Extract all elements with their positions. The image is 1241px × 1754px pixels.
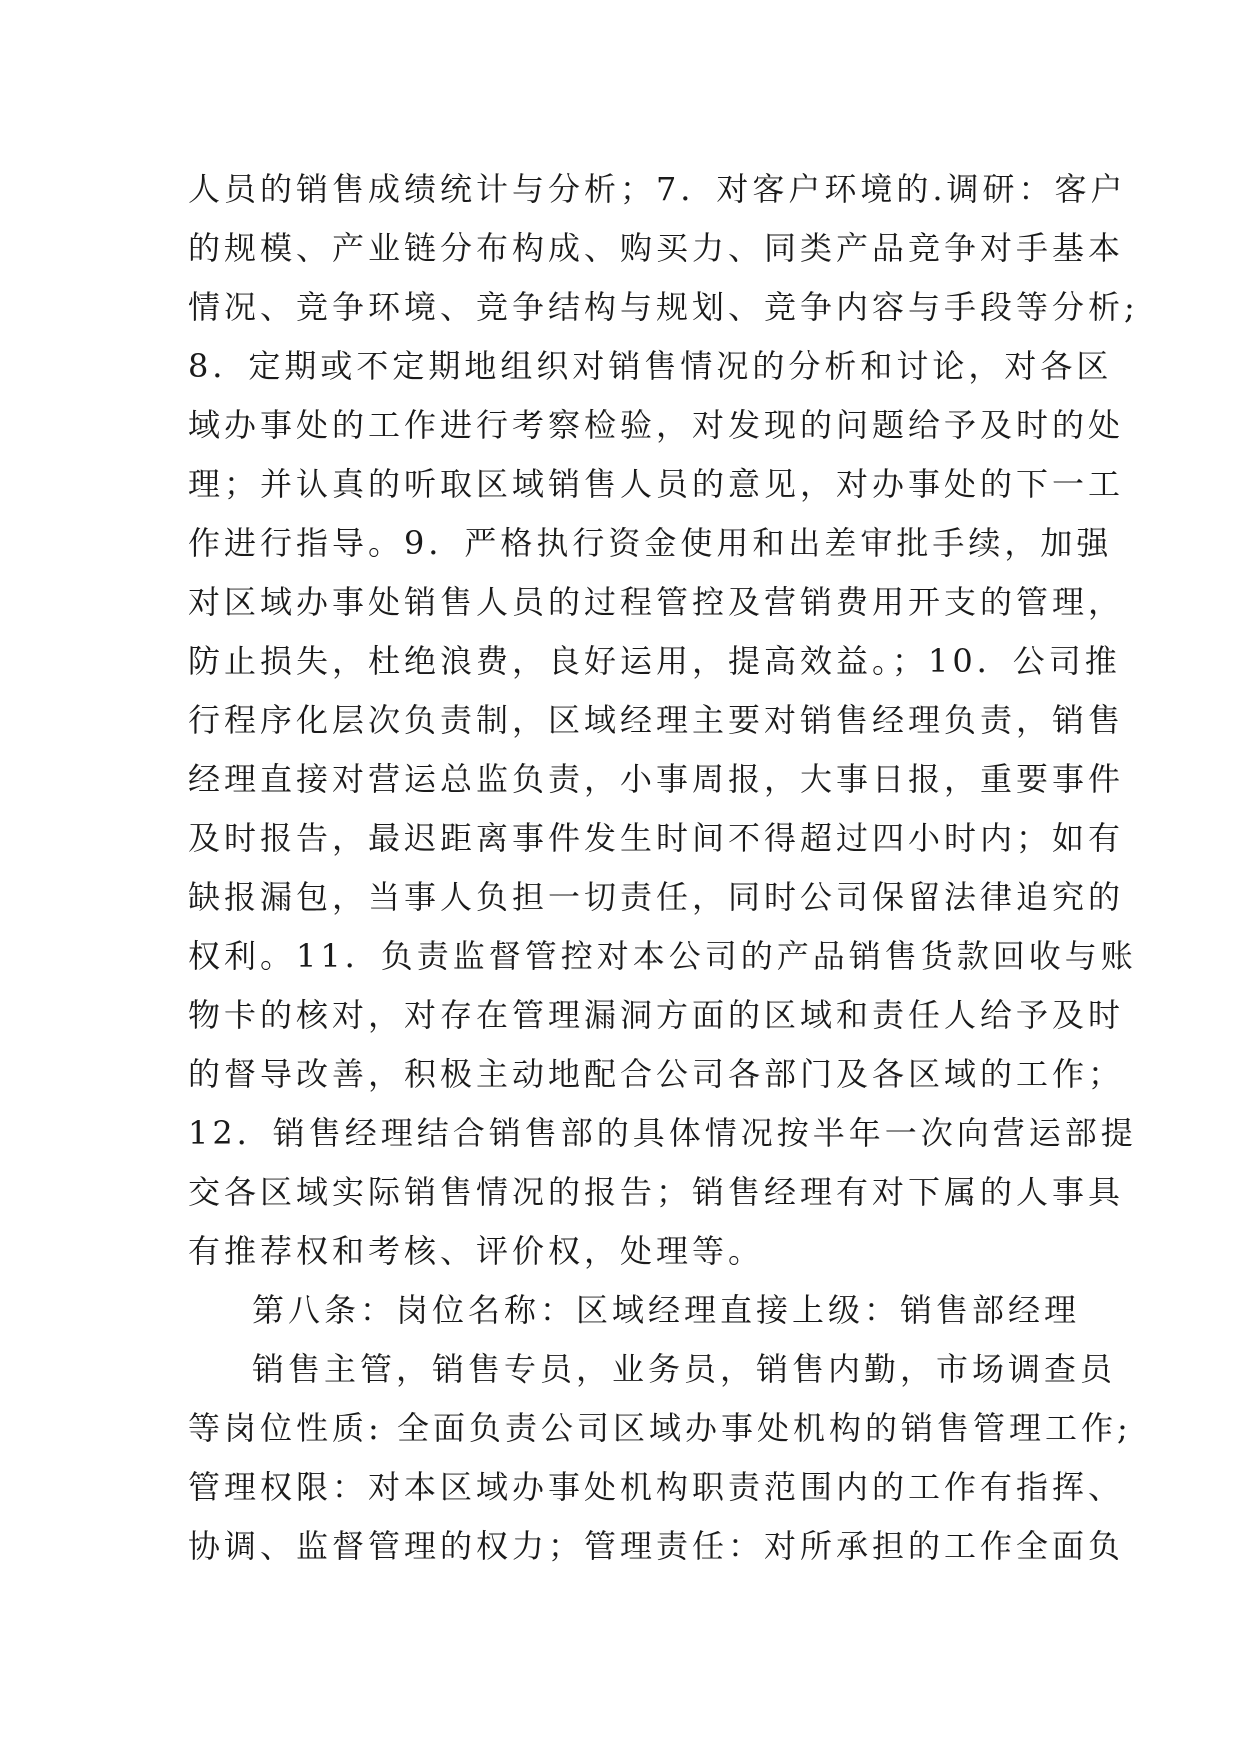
text-line: 域办事处的工作进行考察检验，对发现的问题给予及时的处: [188, 406, 1125, 444]
text-line: 权利。11．负责监督管控对本公司的产品销售货款回收与账: [188, 937, 1137, 975]
text-line: 物卡的核对，对存在管理漏洞方面的区域和责任人给予及时: [188, 996, 1125, 1034]
text-line: 行程序化层次负责制，区域经理主要对销售经理负责，销售: [188, 701, 1125, 739]
text-line: 经理直接对营运总监负责，小事周报，大事日报，重要事件: [188, 760, 1125, 798]
text-line: 情况、竞争环境、竞争结构与规划、竞争内容与手段等分析;: [188, 288, 1139, 326]
body-text: [188, 160, 1139, 1576]
text-line: 防止损失，杜绝浪费，良好运用，提高效益。；10．公司推: [188, 642, 1121, 680]
text-line: 8．定期或不定期地组织对销售情况的分析和讨论，对各区: [188, 347, 1113, 385]
text-line: 人员的销售成绩统计与分析；7．对客户环境的.调研：客户: [188, 170, 1127, 208]
text-line: 交各区域实际销售情况的报告；销售经理有对下属的人事具: [188, 1173, 1125, 1211]
text-line: 有推荐权和考核、评价权，处理等。: [188, 1232, 765, 1270]
text-line: 理；并认真的听取区域销售人员的意见，对办事处的下一工: [188, 465, 1125, 503]
text-line: 等岗位性质: 全面负责公司区域办事处机构的销售管理工作;: [188, 1409, 1132, 1447]
text-line: 销售主管，销售专员，业务员，销售内勤，市场调查员: [252, 1350, 1117, 1388]
article-heading-line: 第八条：岗位名称：区域经理直接上级：销售部经理: [252, 1291, 1081, 1329]
text-line: 管理权限：对本区域办事处机构职责范围内的工作有指挥、: [188, 1468, 1125, 1506]
text-line: 作进行指导。9．严格执行资金使用和出差审批手续，加强: [188, 524, 1113, 562]
text-line: 的规模、产业链分布构成、购买力、同类产品竞争对手基本: [188, 229, 1125, 267]
text-line: 协调、监督管理的权力；管理责任：对所承担的工作全面负: [188, 1527, 1125, 1565]
text-line: 缺报漏包，当事人负担一切责任，同时公司保留法律追究的: [188, 878, 1125, 916]
text-line: 及时报告，最迟距离事件发生时间不得超过四小时内；如有: [188, 819, 1125, 857]
text-line: 的督导改善，积极主动地配合公司各部门及各区域的工作；: [188, 1055, 1125, 1093]
text-line: 12．销售经理结合销售部的具体情况按半年一次向营运部提: [188, 1114, 1137, 1152]
text-line: 对区域办事处销售人员的过程管控及营销费用开支的管理，: [188, 583, 1125, 621]
